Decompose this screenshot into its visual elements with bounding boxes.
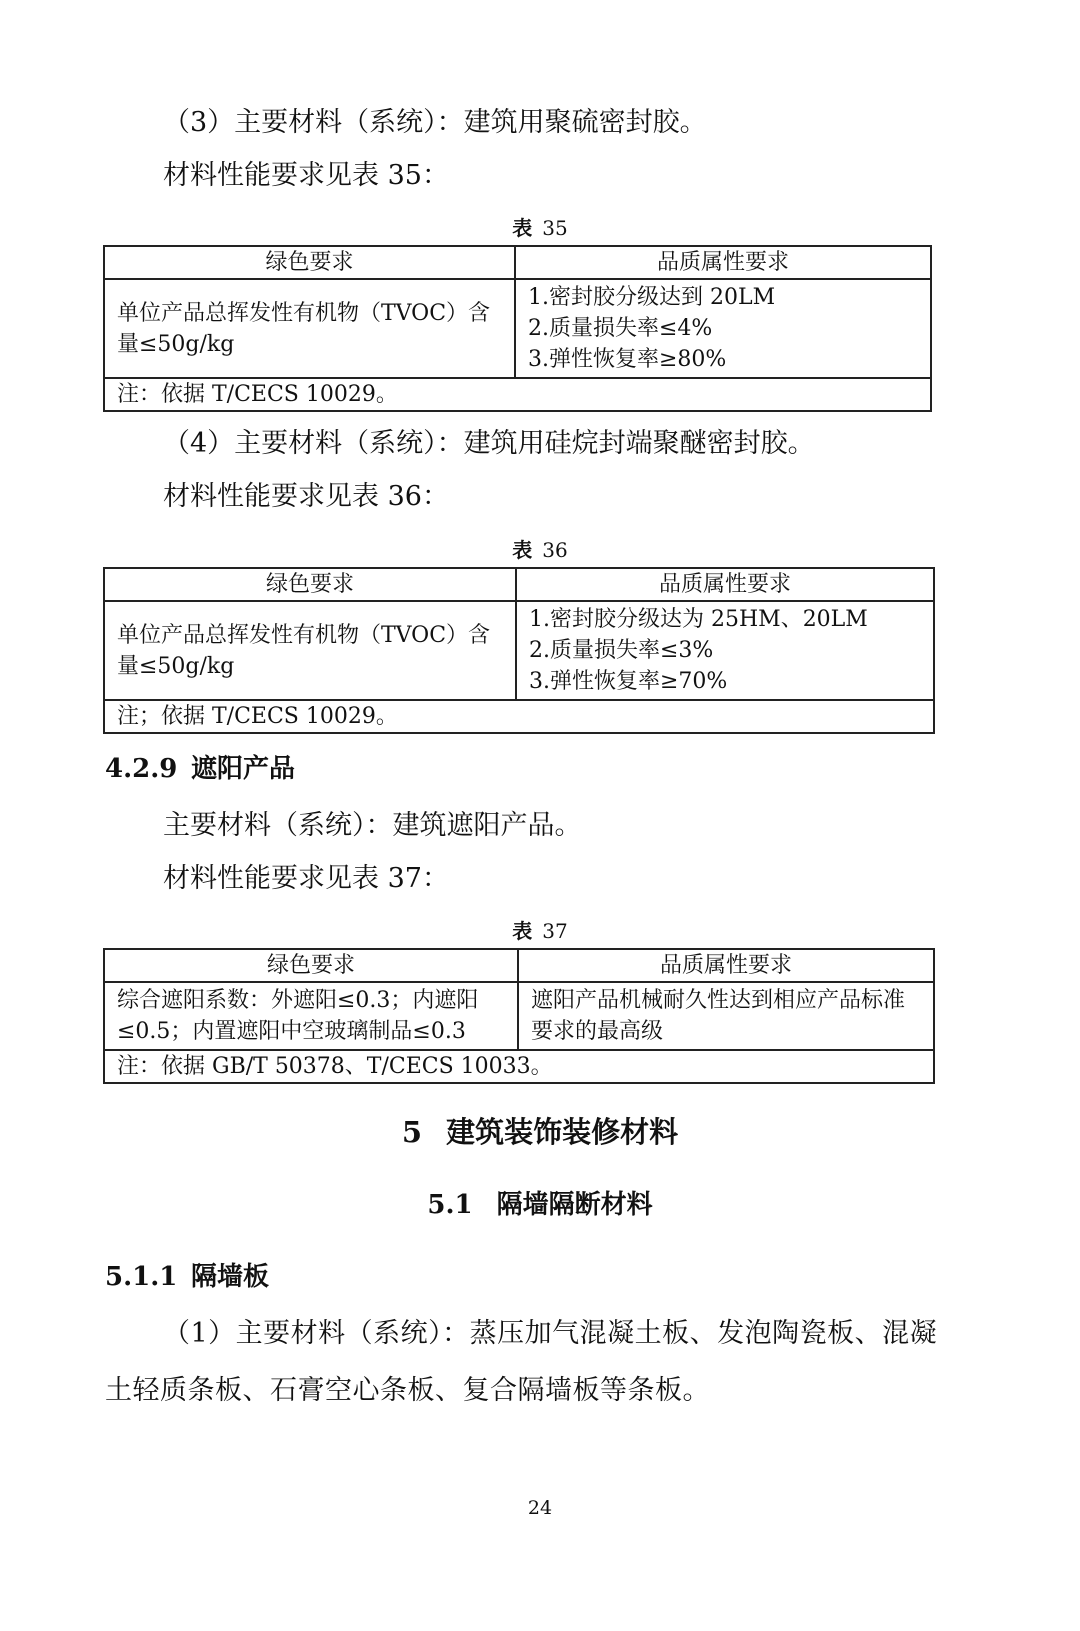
- header-quality-requirement: 品质属性要求: [516, 568, 934, 601]
- table-caption-label: 表: [512, 919, 533, 943]
- table-37: [103, 948, 935, 1084]
- table-caption-label: 表: [512, 216, 533, 240]
- table-header-row: [104, 568, 934, 601]
- table-caption-label: 表: [512, 538, 533, 562]
- cell-quality-requirement: 遮阳产品机械耐久性达到相应产品标准要求的最高级: [518, 982, 934, 1050]
- cell-quality-requirement: [516, 601, 934, 700]
- table-row: [104, 601, 934, 700]
- quality-item: 2.质量损失率≤3%: [529, 638, 714, 663]
- page-number: 24: [527, 1497, 553, 1519]
- table-36: [103, 567, 935, 734]
- heading-number: 5.1: [427, 1190, 473, 1220]
- quality-item: 3.弹性恢复率≥80%: [528, 347, 727, 372]
- paragraph-material-4: （4）主要材料（系统）：建筑用硅烷封端聚醚密封胶。: [163, 428, 815, 459]
- chapter-heading-5: [0, 1114, 1080, 1150]
- quality-item: 1.密封胶分级达为 25HM、20LM: [529, 607, 868, 632]
- table-note: 注；依据 T/CECS 10029。: [104, 700, 934, 733]
- table-caption-number: 36: [542, 538, 568, 562]
- paragraph-sunshade-material: 主要材料（系统）：建筑遮阳产品。: [163, 810, 582, 841]
- heading-number: 5.1.1: [105, 1262, 178, 1292]
- header-quality-requirement: 品质属性要求: [515, 246, 931, 279]
- heading-number: 4.2.9: [105, 754, 178, 784]
- heading-title: 建筑装饰装修材料: [446, 1115, 679, 1149]
- table-note: 注：依据 GB/T 50378、T/CECS 10033。: [104, 1050, 934, 1083]
- table-35-caption: [0, 216, 1080, 240]
- cell-green-requirement: 单位产品总挥发性有机物（TVOC）含量≤50g/kg: [104, 601, 516, 700]
- paragraph-table-ref-36: 材料性能要求见表 36：: [163, 481, 449, 512]
- table-36-caption: [0, 538, 1080, 562]
- quality-item: 3.弹性恢复率≥70%: [529, 669, 728, 694]
- table-35: [103, 245, 932, 412]
- table-note-row: [104, 700, 934, 733]
- paragraph-material-3: （3）主要材料（系统）：建筑用聚硫密封胶。: [163, 107, 707, 138]
- table-note: 注：依据 T/CECS 10029。: [104, 378, 931, 411]
- heading-5-1-1: [105, 1261, 269, 1293]
- paragraph-table-ref-37: 材料性能要求见表 37：: [163, 863, 449, 894]
- table-note-row: [104, 1050, 934, 1083]
- table-header-row: [104, 949, 934, 982]
- table-row: [104, 279, 931, 378]
- header-green-requirement: 绿色要求: [104, 246, 515, 279]
- heading-title: 隔墙隔断材料: [496, 1190, 653, 1220]
- cell-green-requirement: 单位产品总挥发性有机物（TVOC）含量≤50g/kg: [104, 279, 515, 378]
- header-quality-requirement: 品质属性要求: [518, 949, 934, 982]
- paragraph-table-ref-35: 材料性能要求见表 35：: [163, 160, 449, 191]
- heading-title: 隔墙板: [191, 1262, 270, 1292]
- table-row: [104, 982, 934, 1050]
- table-caption-number: 35: [542, 216, 568, 240]
- heading-4-2-9: [105, 753, 295, 785]
- table-37-caption: [0, 919, 1080, 943]
- cell-quality-requirement: [515, 279, 931, 378]
- header-green-requirement: 绿色要求: [104, 568, 516, 601]
- table-note-row: [104, 378, 931, 411]
- quality-item: 1.密封胶分级达到 20LM: [528, 285, 776, 310]
- table-caption-number: 37: [542, 919, 568, 943]
- heading-number: 5: [401, 1115, 423, 1149]
- cell-green-requirement: 综合遮阳系数：外遮阳≤0.3；内遮阳≤0.5；内置遮阳中空玻璃制品≤0.3: [104, 982, 518, 1050]
- table-header-row: [104, 246, 931, 279]
- heading-title: 遮阳产品: [191, 754, 296, 784]
- paragraph-partition-board-material: （1）主要材料（系统）：蒸压加气混凝土板、发泡陶瓷板、混凝土轻质条板、石膏空心条板、复合隔墙板等条板。: [105, 1318, 938, 1406]
- quality-item: 2.质量损失率≤4%: [528, 316, 713, 341]
- section-heading-5-1: [0, 1189, 1080, 1221]
- header-green-requirement: 绿色要求: [104, 949, 518, 982]
